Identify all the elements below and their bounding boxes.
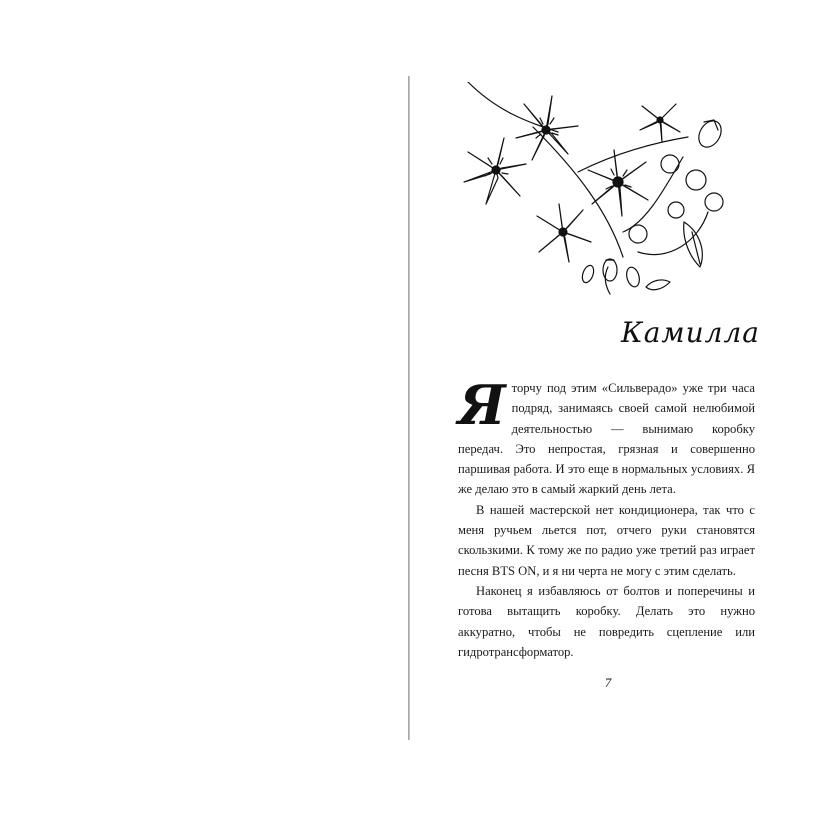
- paragraph: В нашей мастерской нет кондиционера, так что с меня ручьем льется пот, отчего руки становятся скользкими. К тому же по радио уже третий раз играет песня BTS ON, и я ни черта не могу с этим сделать.: [458, 502, 755, 578]
- clematis-flower-illustration-icon: [438, 82, 738, 302]
- right-page: [410, 0, 820, 820]
- paragraph: Наконец я избавляюсь от болтов и поперечины и готова вытащить коробку. Делать это нужно аккуратно, чтобы не повредить сцепление или гидротрансформатор.: [458, 583, 755, 659]
- first-paragraph-text: торчу под этим «Сильверадо» уже три часа подряд, занимаясь своей самой нелюбимой деятельностью — вынимаю коробку передач. Это непростая, грязная и совершенно паршивая работа. И это еще в нормальных условиях. Я же делаю это в самый жаркий день лета.: [458, 381, 755, 497]
- chapter-title: Камилла: [621, 316, 760, 349]
- chapter-body-text: [458, 373, 755, 662]
- left-page-blank: [0, 0, 409, 820]
- dropcap-letter: Я: [458, 373, 506, 437]
- first-paragraph: [458, 373, 755, 500]
- page-number: 7: [604, 675, 612, 690]
